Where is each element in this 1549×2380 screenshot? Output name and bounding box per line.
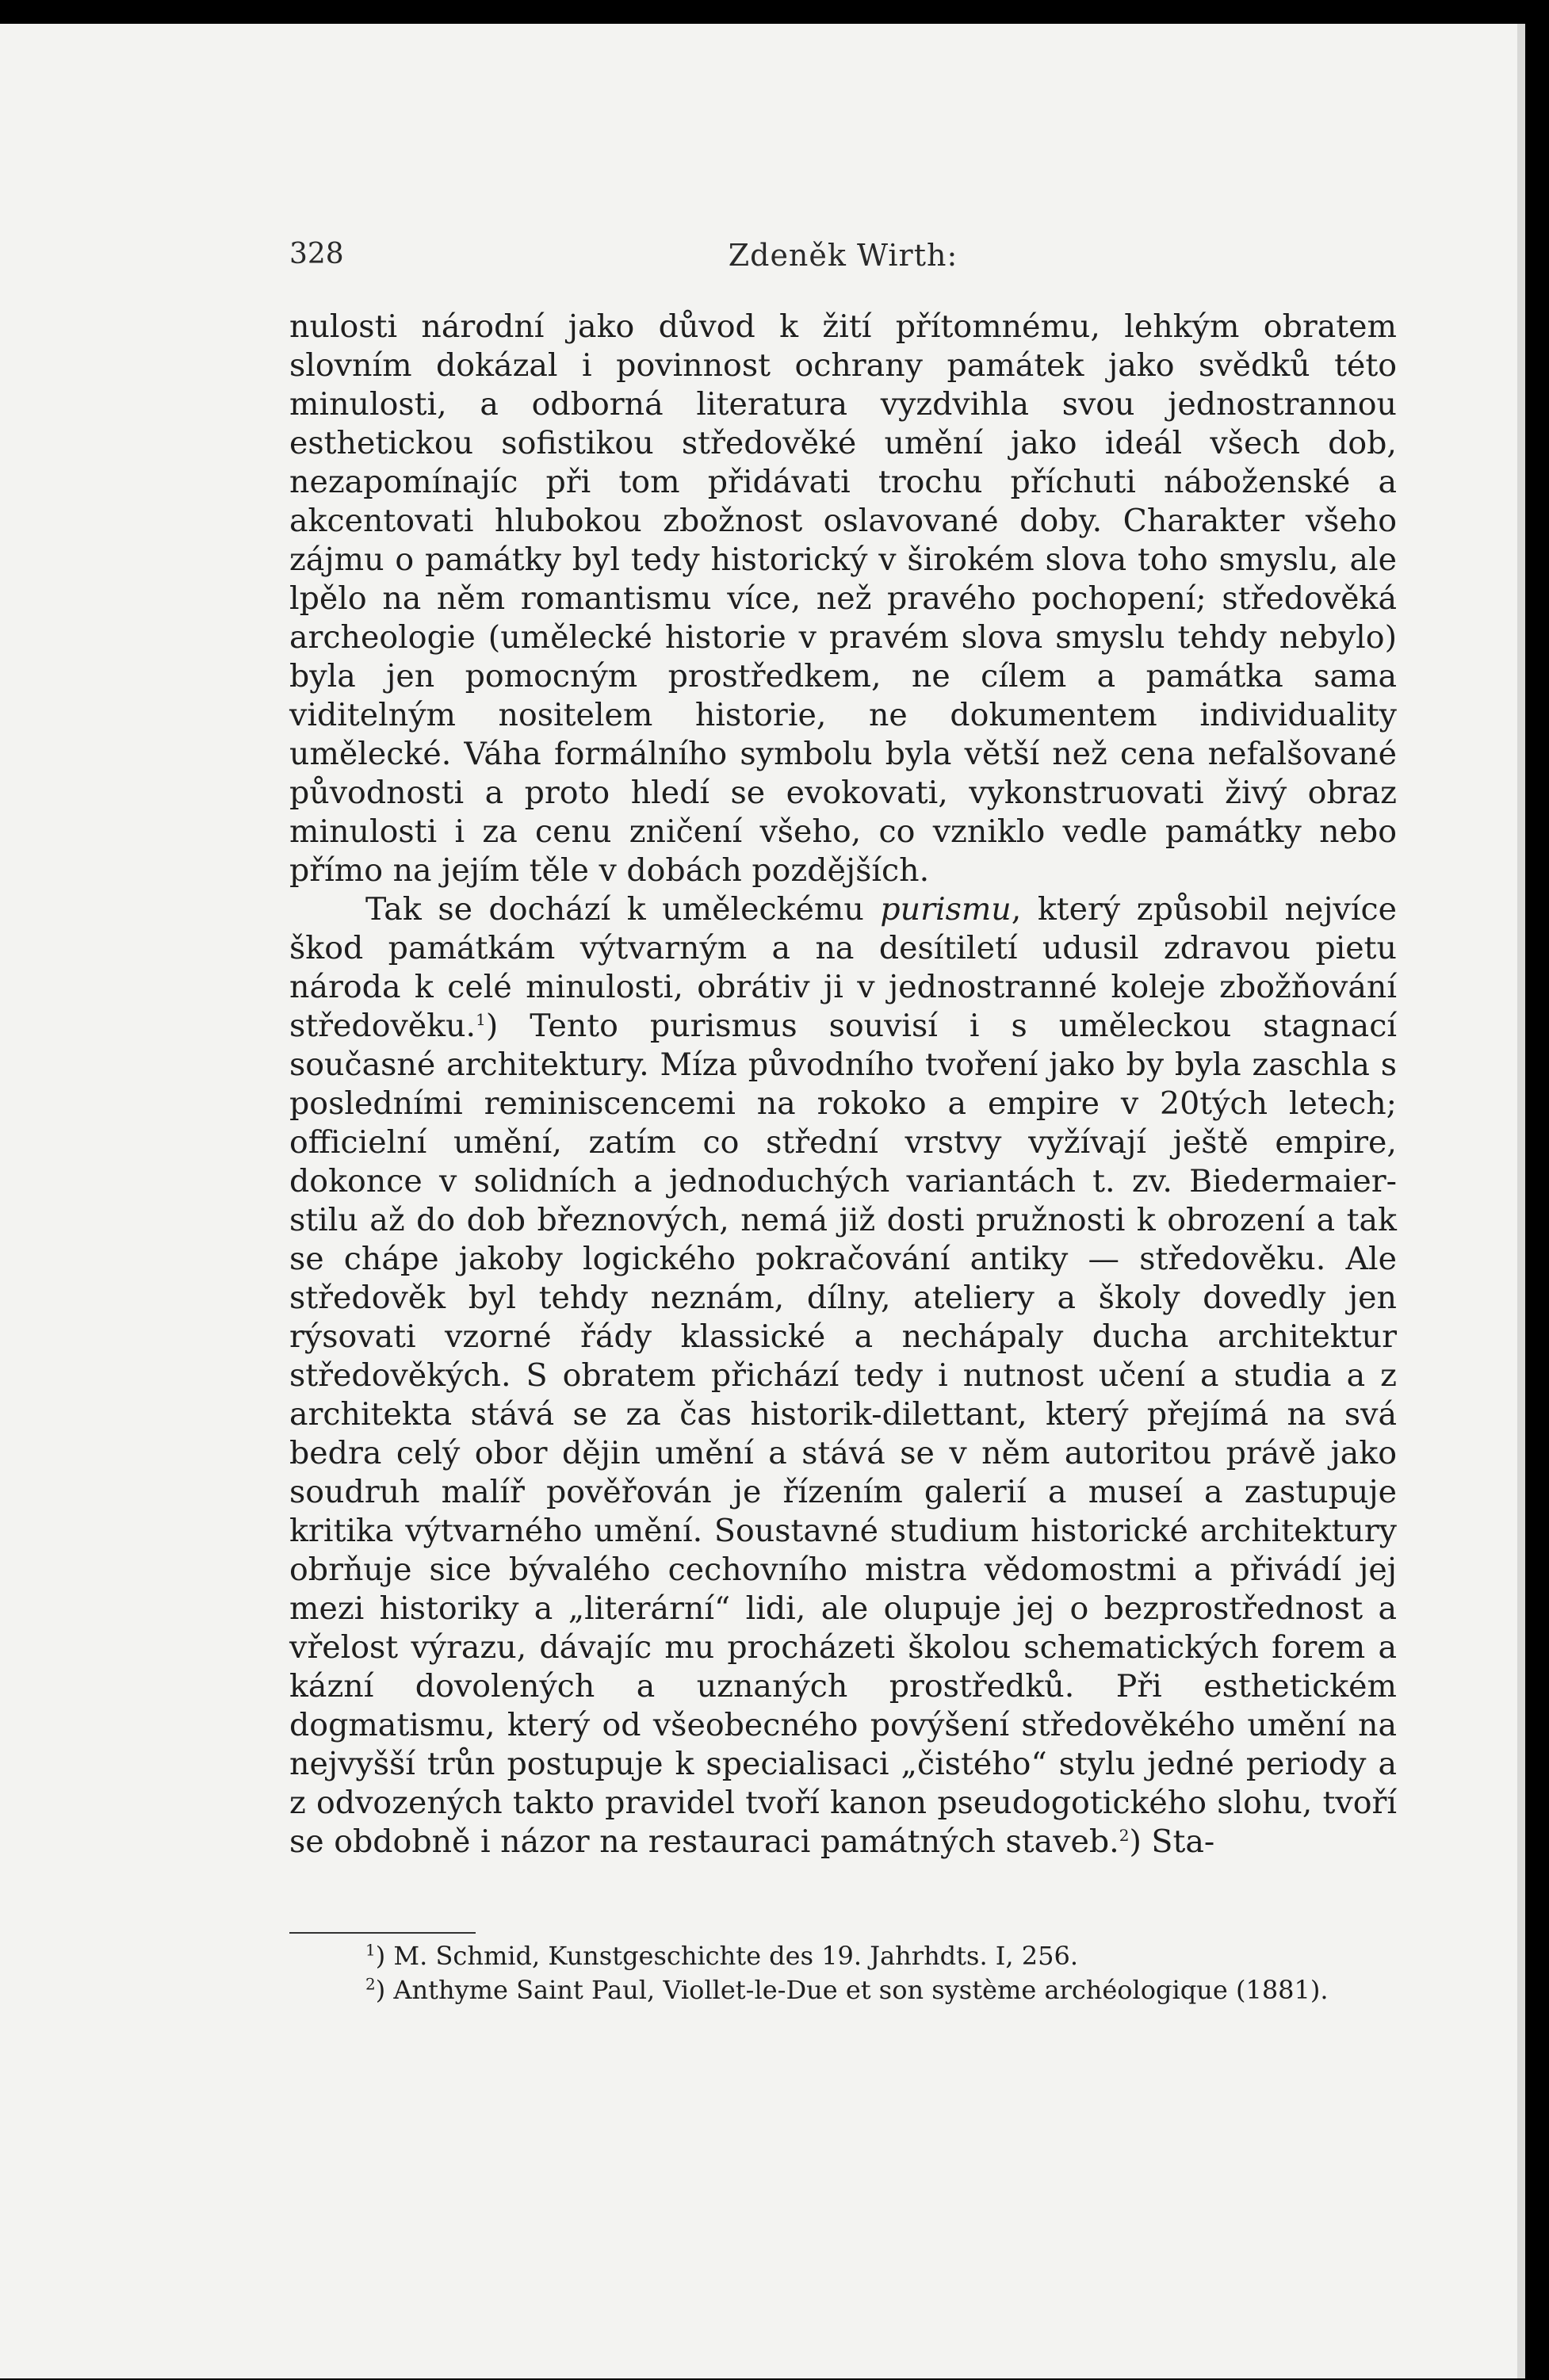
page-header bbox=[289, 238, 1397, 277]
footnote-2-text: ) Anthyme Saint Paul, Viollet-le-Due et son système archéologique (1881). bbox=[375, 1975, 1329, 2005]
paragraph-2-end: ) Sta- bbox=[1129, 1823, 1215, 1860]
paragraph-2-cont: , který způsobil nejvíce škod památkám výtvarným a na desítiletí udusil zdravou pietu národa k celé minulosti, obrátiv ji v jednostranné koleje zbožňování středověku. bbox=[289, 891, 1397, 1044]
paragraph-2-start: Tak se dochází k uměleckému bbox=[365, 891, 881, 928]
footnote-2 bbox=[289, 1973, 1397, 2007]
paragraph-2 bbox=[289, 890, 1397, 1862]
body-text bbox=[289, 308, 1397, 1862]
footnote-rule bbox=[289, 1932, 476, 1934]
footnote-1-mark: 1 bbox=[365, 1940, 376, 1960]
footnotes bbox=[289, 1939, 1397, 2007]
footnote-1-text: ) M. Schmid, Kunstgeschichte des 19. Jahrhdts. I, 256. bbox=[375, 1941, 1079, 1971]
running-head: Zdeněk Wirth: bbox=[728, 238, 958, 273]
emphasis-purismu: purismu bbox=[880, 891, 1012, 928]
footnote-ref-2: 2 bbox=[1119, 1825, 1130, 1845]
paragraph-2-mid: ) Tento purismus souvisí i s uměleckou stagnací současné architektury. Míza původního tvoření jako by byla zaschla s posledními reminiscencemi na rokoko a empire v 20tých letech; officielní umění, zatím co střední vrstvy vyžívají ještě empire, dokonce v solidních a jednoduchých variantách t. zv. Biedermaier-stilu až do dob březnových, nemá již dosti pružnosti k obrození a tak se chápe jakoby logického pokračování antiky — středověku. Ale středověk byl tehdy neznám, dílny, ateliery a školy dovedly jen rýsovati vzorné řády klassické a nechápaly ducha architektur středověkých. S obratem přichází tedy i nutnost učení a studia a z architekta stává se za čas historik-dilettant, který přejímá na svá bedra celý obor dějin umění a stává se v něm autoritou právě jako soudruh malíř pověřován je řízením galerií a museí a zastupuje kritika výtvarného umění. Soustavné studium historické architektury obrňuje sice bývalého cechovního mistra vědomostmi a přivádí jej mezi historiky a „literární“ lidi, ale olupuje jej o bezprostřednost a vřelost výrazu, dávajíc mu procházeti školou schematických forem a kázní dovolených a uznaných prostředků. Při esthetickém dogmatismu, který od všeobecného povýšení středověkého umění na nejvyšší trůn postupuje k specialisaci „čistého“ stylu jedné periody a z odvozených takto pravidel tvoří kanon pseudogotického slohu, tvoří se obdobně i názor na restauraci památných staveb. bbox=[289, 1008, 1397, 1860]
footnote-1 bbox=[289, 1939, 1397, 1973]
page-edge bbox=[1517, 24, 1525, 2378]
page-number: 328 bbox=[289, 238, 344, 270]
footnote-2-mark: 2 bbox=[365, 1974, 376, 1994]
footnote-ref-1: 1 bbox=[476, 1009, 486, 1029]
paragraph-1: nulosti národní jako důvod k žití přítomnému, lehkým obratem slovním dokázal i povinnost ochrany památek jako svědků této minulosti, a odborná literatura vyzdvihla svou jednostrannou esthetickou sofistikou středověké umění jako ideál všech dob, nezapomínajíc při tom přidávati trochu příchuti náboženské a akcentovati hlubokou zbožnost oslavované doby. Charakter všeho zájmu o památky byl tedy historický v širokém slova toho smyslu, ale lpělo na něm romantismu více, než pravého pochopení; středověká archeologie (umělecké historie v pravém slova smyslu tehdy nebylo) byla jen pomocným prostředkem, ne cílem a památka sama viditelným nositelem historie, ne dokumentem individuality umělecké. Váha formálního symbolu byla větší než cena nefalšované původnosti a proto hledí se evokovati, vykonstruovati živý obraz minulosti i za cenu zničení všeho, co vzniklo vedle památky nebo přímo na jejím těle v dobách pozdějších. bbox=[289, 308, 1397, 889]
